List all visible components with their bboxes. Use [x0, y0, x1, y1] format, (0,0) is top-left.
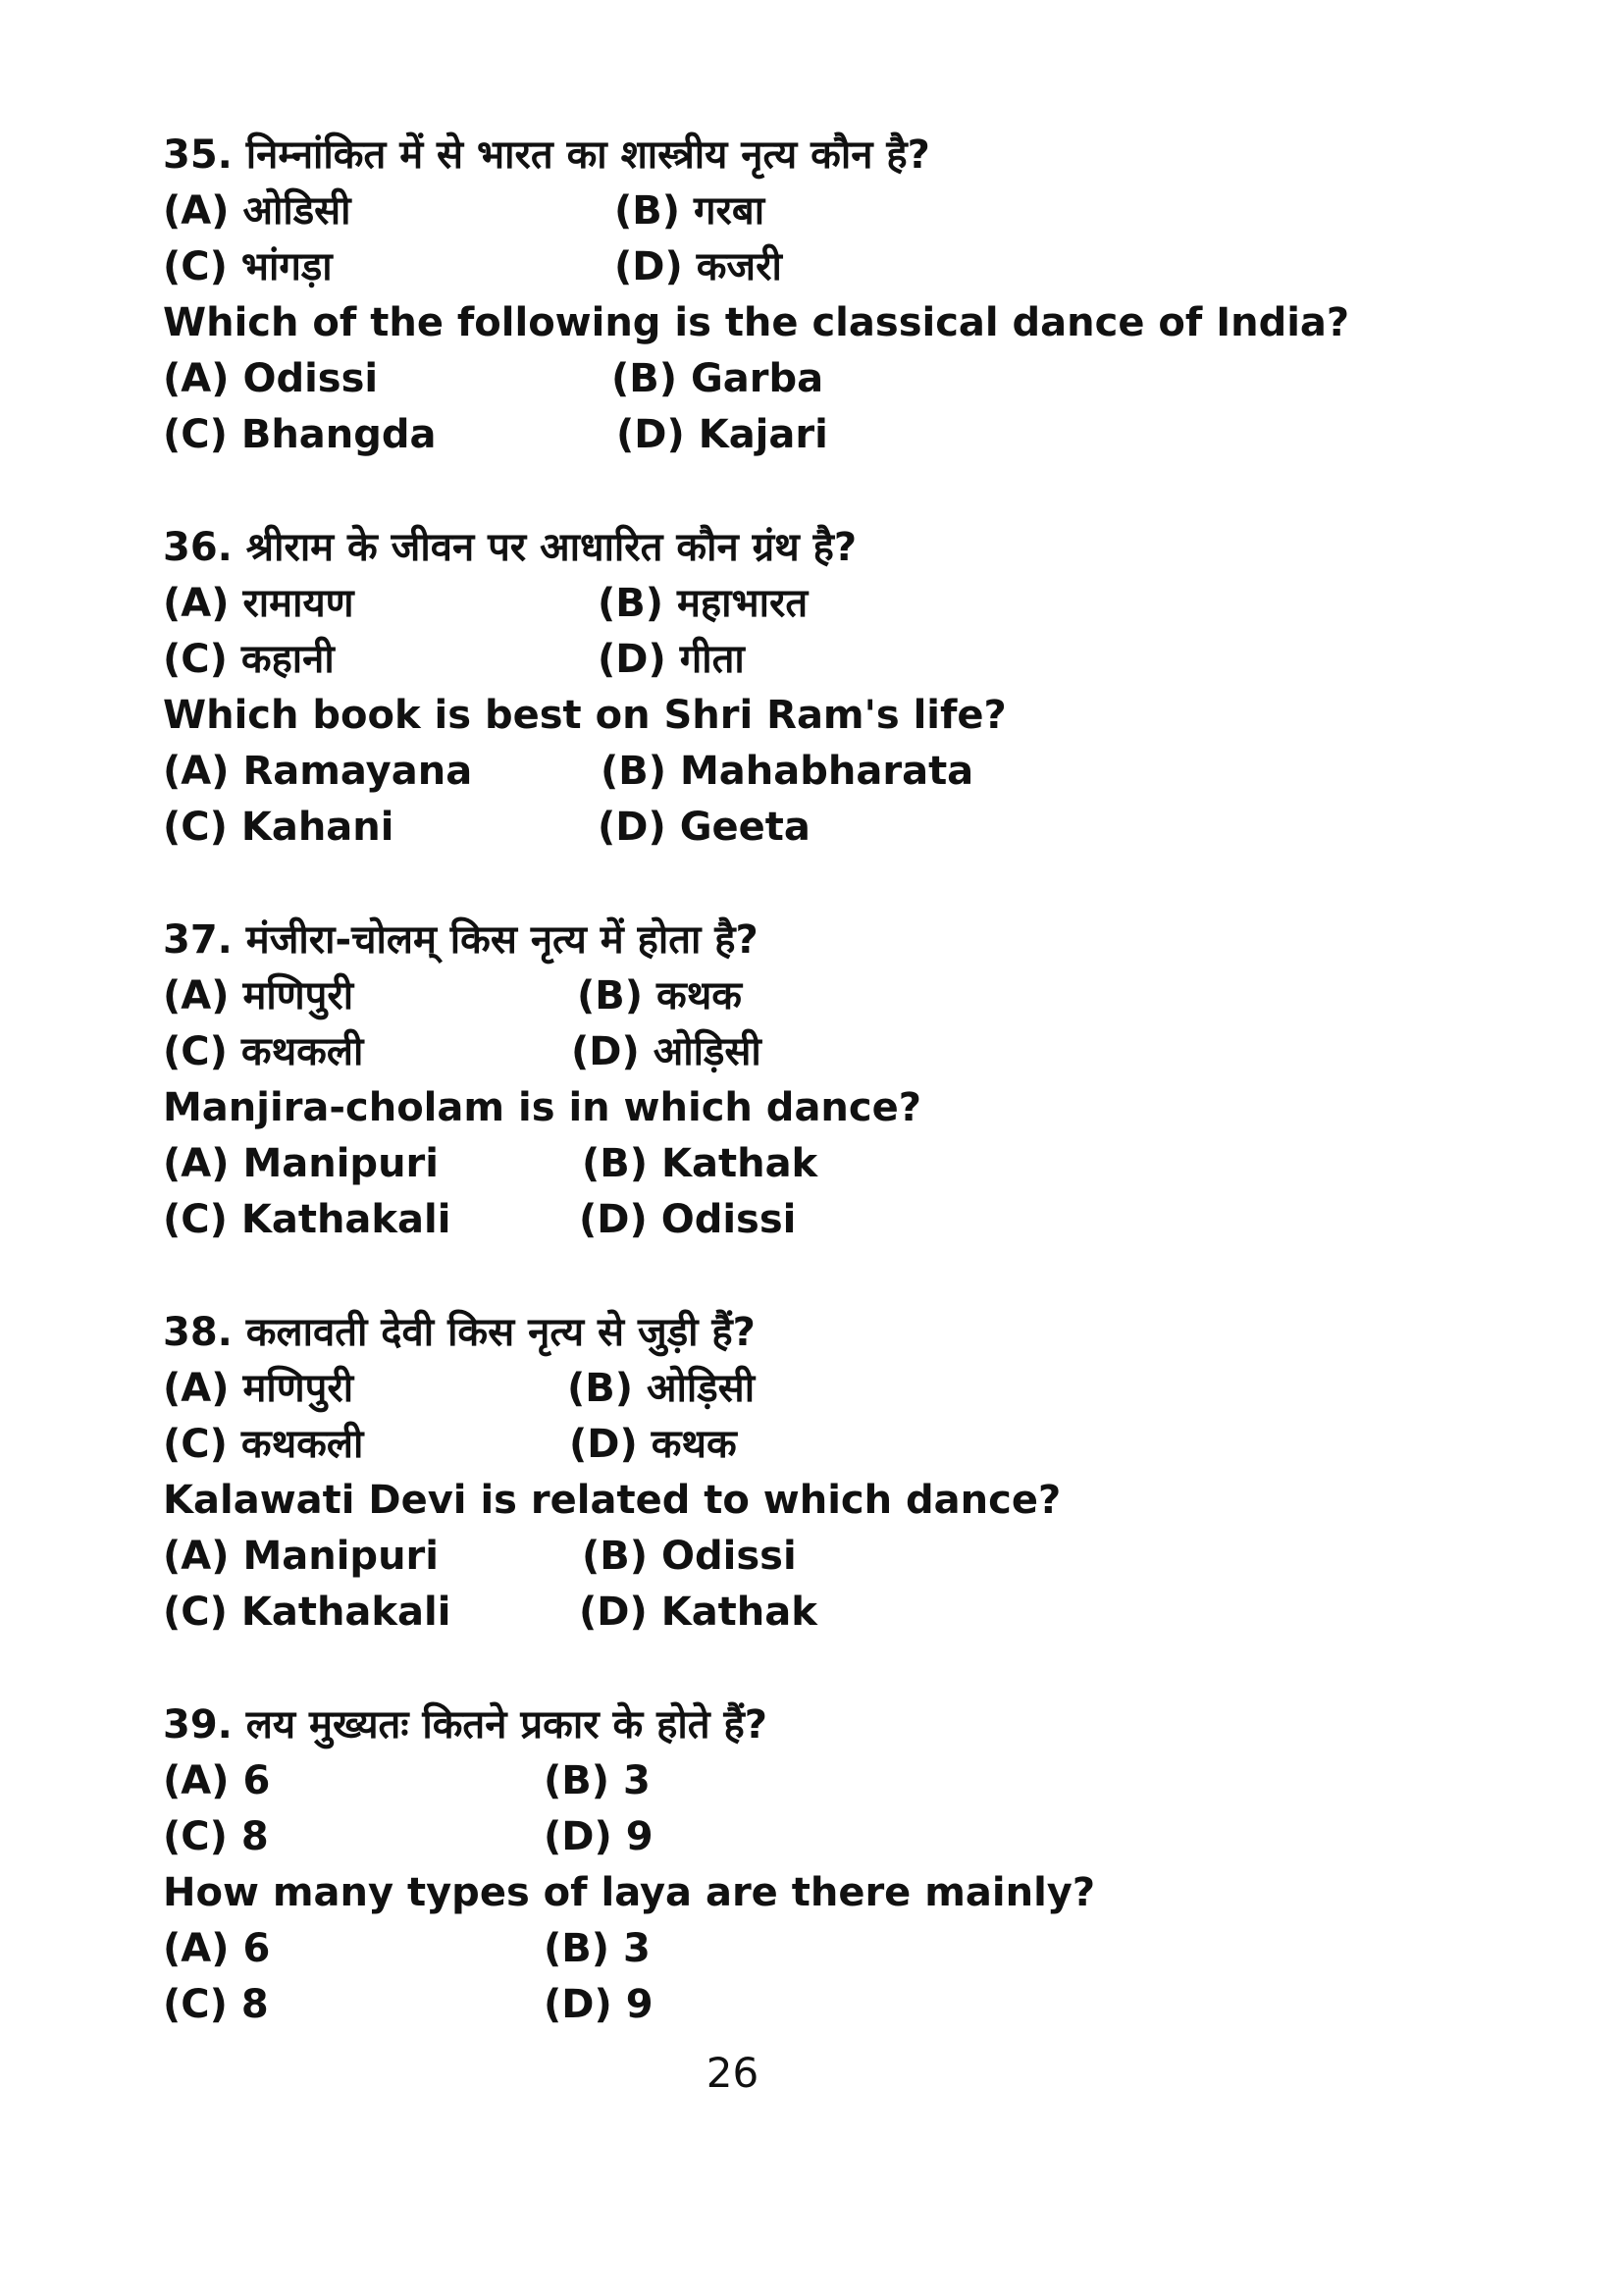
question-hindi-line: [163, 128, 1439, 183]
options-row: [163, 800, 1439, 856]
options-row: [163, 632, 1439, 688]
option-a-english: (A) Manipuri: [163, 1534, 439, 1579]
option-c-hindi: (C) 8: [163, 1814, 269, 1859]
question-text-hindi: 39. लय मुख्यतः कितने प्रकार के होते हैं?: [163, 1702, 767, 1748]
question-text-english: Which of the following is the classical dance of India?: [163, 300, 1350, 345]
options-row: [163, 1529, 1439, 1585]
option-d-english: (D) 9: [544, 1982, 654, 2027]
option-b-english: (B) Odissi: [582, 1534, 797, 1579]
question-hindi-line: [163, 1305, 1439, 1361]
options-row: [163, 1809, 1439, 1865]
question-text-hindi: 37. मंजीरा-चोलम् किस नृत्य में होता है?: [163, 917, 759, 963]
question-36: [163, 520, 1439, 856]
option-b-english: (B) Garba: [611, 356, 824, 401]
question-39: [163, 1697, 1439, 2033]
options-row: [163, 1585, 1439, 1641]
option-c-hindi: (C) भांगड़ा: [163, 244, 333, 289]
option-a-english: (A) Ramayana: [163, 749, 473, 794]
option-c-hindi: (C) कथकली: [163, 1029, 364, 1074]
option-a-english: (A) 6: [163, 1926, 271, 1971]
question-35: [163, 128, 1439, 463]
option-c-hindi: (C) कथकली: [163, 1422, 364, 1467]
option-c-english: (C) 8: [163, 1982, 269, 2027]
option-a-hindi: (A) मणिपुरी: [163, 1366, 354, 1411]
option-b-hindi: (B) 3: [544, 1758, 651, 1803]
question-text-hindi: 36. श्रीराम के जीवन पर आधारित कौन ग्रंथ है?: [163, 525, 858, 570]
option-b-english: (B) 3: [544, 1926, 651, 1971]
option-d-hindi: (D) 9: [544, 1814, 654, 1859]
options-row: [163, 968, 1439, 1024]
options-row: [163, 1417, 1439, 1473]
option-a-hindi: (A) रामायण: [163, 581, 354, 626]
question-text-english: Which book is best on Shri Ram's life?: [163, 693, 1007, 738]
options-row: [163, 239, 1439, 295]
option-c-english: (C) Kathakali: [163, 1590, 451, 1635]
option-b-hindi: (B) ओड़िसी: [567, 1366, 756, 1411]
option-b-hindi: (B) गरबा: [614, 188, 765, 234]
option-d-english: (D) Kathak: [579, 1590, 817, 1635]
question-english-line: [163, 688, 1439, 744]
option-d-hindi: (D) ओड़िसी: [571, 1029, 761, 1074]
question-hindi-line: [163, 520, 1439, 576]
question-text-english: Manjira-cholam is in which dance?: [163, 1085, 921, 1130]
option-c-hindi: (C) कहानी: [163, 637, 335, 682]
options-row: [163, 407, 1439, 463]
options-row: [163, 1192, 1439, 1248]
question-38: [163, 1305, 1439, 1641]
option-d-hindi: (D) कथक: [569, 1422, 737, 1467]
options-row: [163, 1361, 1439, 1417]
question-hindi-line: [163, 1697, 1439, 1753]
options-row: [163, 1753, 1439, 1809]
option-a-english: (A) Odissi: [163, 356, 379, 401]
option-b-english: (B) Kathak: [582, 1141, 818, 1186]
option-c-english: (C) Kathakali: [163, 1197, 451, 1242]
question-text-hindi: 38. कलावती देवी किस नृत्य से जुड़ी हैं?: [163, 1310, 756, 1355]
option-b-hindi: (B) कथक: [577, 973, 742, 1018]
options-row: [163, 576, 1439, 632]
options-row: [163, 351, 1439, 407]
option-a-hindi: (A) 6: [163, 1758, 271, 1803]
options-row: [163, 1921, 1439, 1977]
question-hindi-line: [163, 913, 1439, 968]
question-text-english: Kalawati Devi is related to which dance?: [163, 1478, 1062, 1523]
question-english-line: [163, 1865, 1439, 1921]
question-text-hindi: 35. निम्नांकित में से भारत का शास्त्रीय नृत्य कौन है?: [163, 132, 930, 178]
question-english-line: [163, 1473, 1439, 1529]
option-b-english: (B) Mahabharata: [601, 749, 974, 794]
option-a-english: (A) Manipuri: [163, 1141, 439, 1186]
options-row: [163, 1024, 1439, 1080]
question-text-english: How many types of laya are there mainly?: [163, 1870, 1096, 1915]
option-c-english: (C) Bhangda: [163, 412, 437, 457]
option-d-hindi: (D) कजरी: [614, 244, 782, 289]
option-d-english: (D) Odissi: [579, 1197, 797, 1242]
options-row: [163, 183, 1439, 239]
page-number: 26: [706, 2049, 759, 2097]
option-a-hindi: (A) ओडिसी: [163, 188, 351, 234]
question-english-line: [163, 295, 1439, 351]
options-row: [163, 1977, 1439, 2033]
option-d-english: (D) Geeta: [598, 805, 811, 850]
options-row: [163, 1136, 1439, 1192]
option-a-hindi: (A) मणिपुरी: [163, 973, 354, 1018]
option-d-hindi: (D) गीता: [598, 637, 745, 682]
options-row: [163, 744, 1439, 800]
option-c-english: (C) Kahani: [163, 805, 394, 850]
option-b-hindi: (B) महाभारत: [598, 581, 809, 626]
option-d-english: (D) Kajari: [616, 412, 828, 457]
question-37: [163, 913, 1439, 1248]
question-english-line: [163, 1080, 1439, 1136]
